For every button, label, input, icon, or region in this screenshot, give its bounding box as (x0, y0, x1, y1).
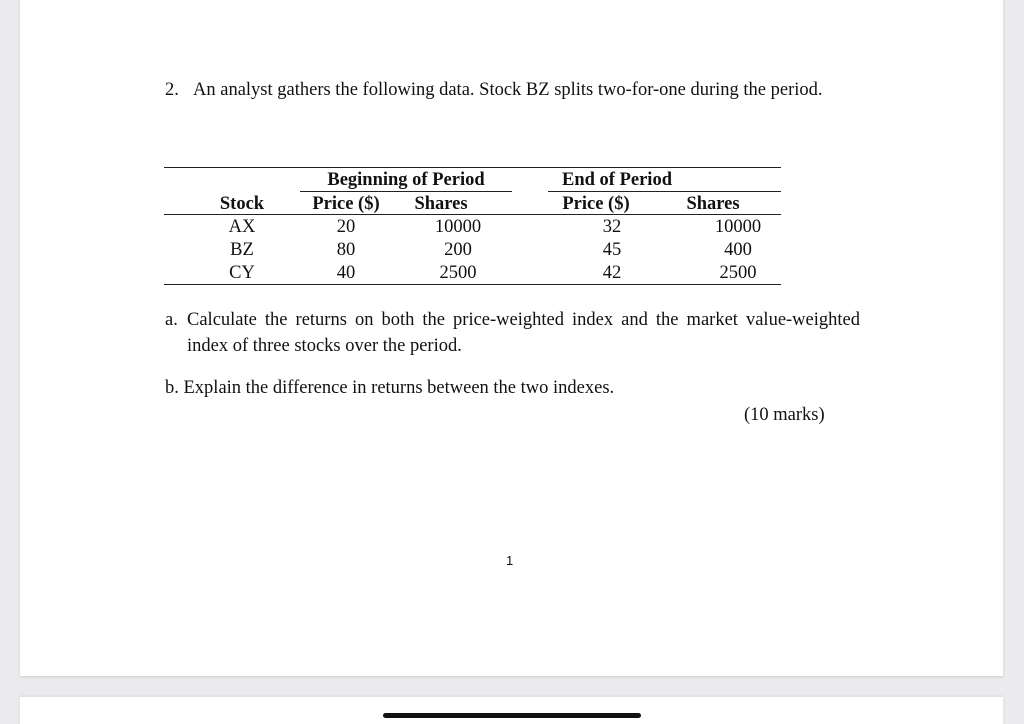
part-a-text: Calculate the returns on both the price-weighted index and the market value-weighted index of three stocks over the period. (187, 310, 860, 356)
next-page-edge (20, 697, 1003, 724)
group-header-end: End of Period (562, 170, 672, 190)
cell-end-shares: 400 (724, 240, 752, 260)
marks-label: (10 marks) (744, 405, 825, 425)
part-a-label: a. (165, 310, 178, 330)
question-number: 2. (165, 80, 179, 100)
cell-begin-price: 40 (336, 263, 356, 283)
group-rule-beginning (300, 191, 512, 192)
page-number: 1 (506, 553, 514, 568)
cell-end-price: 32 (602, 217, 622, 237)
part-a (165, 307, 860, 359)
col-header-begin-price: Price ($) (312, 194, 380, 214)
cell-begin-shares: 200 (444, 240, 472, 260)
home-indicator-bar[interactable] (383, 713, 641, 718)
question-2 (165, 77, 860, 103)
cell-end-shares: 10000 (714, 217, 762, 237)
cell-stock: BZ (230, 240, 254, 260)
question-text: An analyst gathers the following data. Stock BZ splits two-for-one during the period. (193, 80, 823, 100)
cell-begin-shares: 2500 (439, 263, 477, 283)
data-table (164, 167, 781, 285)
col-header-end-shares: Shares (686, 194, 740, 214)
group-header-beginning: Beginning of Period (327, 170, 485, 190)
cell-begin-price: 20 (336, 217, 356, 237)
cell-end-shares: 2500 (719, 263, 757, 283)
table-bottom-rule (164, 284, 781, 285)
cell-end-price: 45 (602, 240, 622, 260)
col-header-end-price: Price ($) (562, 194, 630, 214)
cell-stock: CY (229, 263, 255, 283)
table-top-rule (164, 167, 781, 168)
cell-end-price: 42 (602, 263, 622, 283)
part-b-text: b. Explain the difference in returns between the two indexes. (165, 378, 615, 398)
cell-begin-price: 80 (336, 240, 356, 260)
col-header-stock: Stock (219, 194, 265, 214)
table-header-rule (164, 214, 781, 215)
document-page (20, 0, 1003, 676)
group-rule-end (548, 191, 781, 192)
cell-begin-shares: 10000 (434, 217, 482, 237)
cell-stock: AX (228, 217, 256, 237)
col-header-begin-shares: Shares (414, 194, 468, 214)
